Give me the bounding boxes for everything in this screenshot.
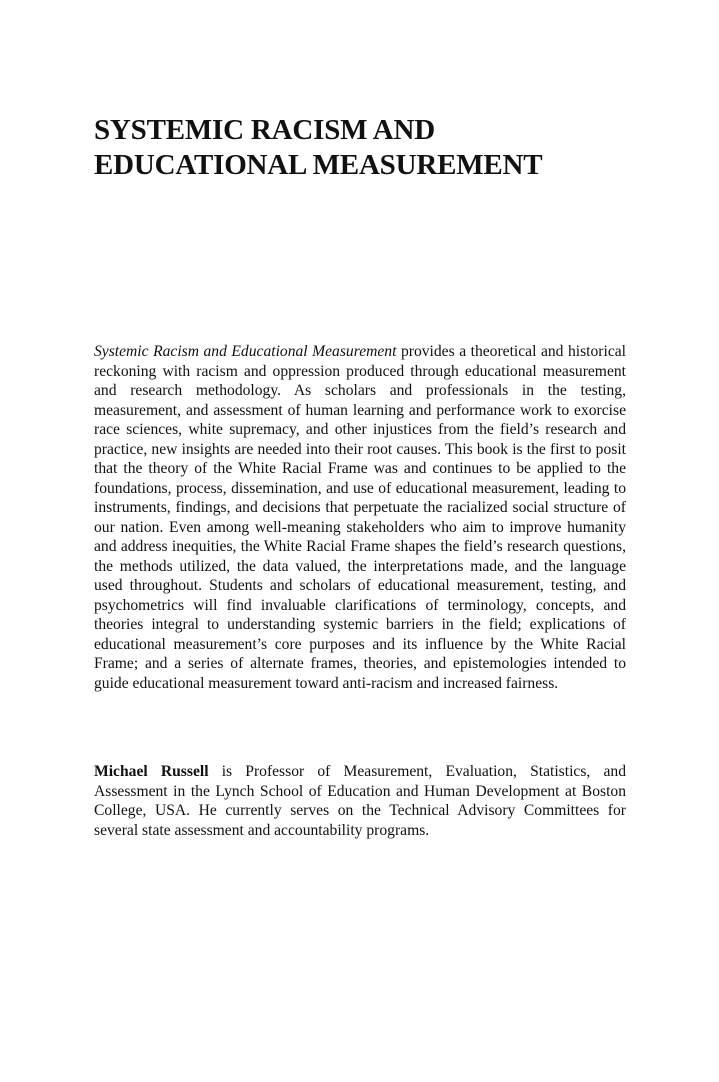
book-title-line-2: EDUCATIONAL MEASUREMENT [94, 149, 543, 181]
description-text: provides a theoretical and historical reckoning with racism and oppression produced through educational measurement and research methodology. As scholars and professionals in the testing, measurement, and assessment of human learning and performance work to exorcise race sciences, white supremacy, and other injustices from the field’s research and practice, new insights are needed into their root causes. This book is the first to posit that the theory of the White Racial Frame was and continues to be applied to the foundations, process, dissemination, and use of educational measurement, leading to instruments, findings, and decisions that perpetuate the racialized social structure of our nation. Even among well-meaning stakeholders who aim to improve humanity and address inequities, the White Racial Frame shapes the field’s research questions, the methods utilized, the data valued, the interpretations made, and the language used throughout. Students and scholars of educational measurement, testing, and psychometrics will find invaluable clarifications of terminology, concepts, and theories integral to understanding systemic barriers in the field; explications of educational measurement’s core purposes and its influence by the White Racial Frame; and a series of alternate frames, theories, and epistemologies intended to guide educational measurement toward anti-racism and increased fairness. [94, 343, 627, 692]
author-name: Michael Russell [94, 763, 209, 780]
book-title-line-1: SYSTEMIC RACISM AND [94, 114, 436, 146]
description-book-title: Systemic Racism and Educational Measurement [94, 343, 397, 360]
book-description [94, 342, 626, 693]
author-bio-text: is Professor of Measurement, Evaluation, Statistics, and Assessment in the Lynch School of Education and Human Development at Boston College, USA. He currently serves on the Technical Advisory Committees for several state assessment and accountability programs. [94, 763, 626, 839]
author-bio [94, 762, 626, 840]
book-title [94, 113, 654, 183]
